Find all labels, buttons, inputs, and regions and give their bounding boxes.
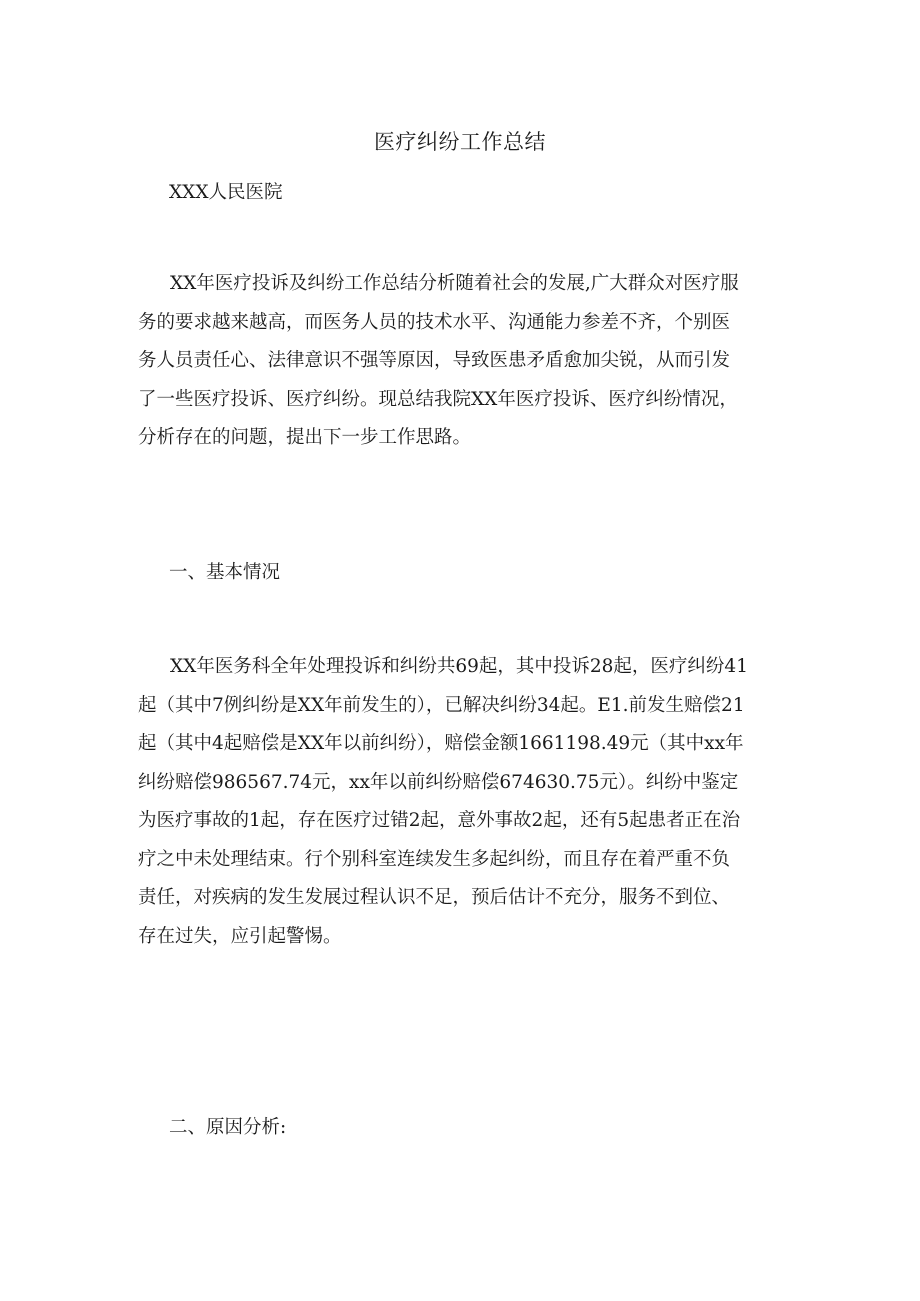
section1-line: XX年医务科全年处理投诉和纠纷共69起，其中投诉28起，医疗纠纷41: [170, 656, 748, 677]
intro-paragraph: [138, 265, 739, 458]
section-heading-basic: 一、基本情况: [169, 562, 281, 583]
section1-line: 疗之中未处理结束。行个别科室连续发生多起纠纷，而且存在着严重不负: [138, 848, 731, 870]
section1-line: 存在过失，应引起警惕。: [138, 925, 342, 947]
section1-line: 纠纷赔偿986567.74元，xx年以前纠纷赔偿674630.75元）。纠纷中鉴定: [138, 771, 739, 793]
intro-line: XX年医疗投诉及纠纷工作总结分析随着社会的发展,广大群众对医疗服: [170, 273, 739, 294]
section1-paragraph: [138, 648, 748, 956]
section1-line: 起（其中7例纠纷是XX年前发生的），已解决纠纷34起。E1.前发生赔偿21: [138, 694, 745, 716]
section1-line: 责任，对疾病的发生发展过程认识不足，预后估计不充分，服务不到位、: [138, 887, 731, 908]
intro-line: 务人员责任心、法律意识不强等原因，导致医患矛盾愈加尖锐，从而引发: [138, 350, 731, 371]
intro-line: 分析存在的问题，提出下一步工作思路。: [138, 427, 472, 448]
document-title: 医疗纠纷工作总结: [374, 130, 546, 154]
section1-line: 为医疗事故的1起，存在医疗过错2起，意外事故2起，还有5起患者正在治: [138, 810, 741, 831]
organization-name: XXX人民医院: [169, 182, 283, 203]
section-heading-cause: 二、原因分析:: [169, 1117, 287, 1138]
intro-line: 务的要求越来越高，而医务人员的技术水平、沟通能力参差不齐，个别医: [138, 311, 731, 333]
section1-line: 起（其中4起赔偿是XX年以前纠纷），赔偿金额1661198.49元（其中xx年: [138, 733, 744, 754]
intro-line: 了一些医疗投诉、医疗纠纷。现总结我院XX年医疗投诉、医疗纠纷情况，: [138, 388, 738, 410]
